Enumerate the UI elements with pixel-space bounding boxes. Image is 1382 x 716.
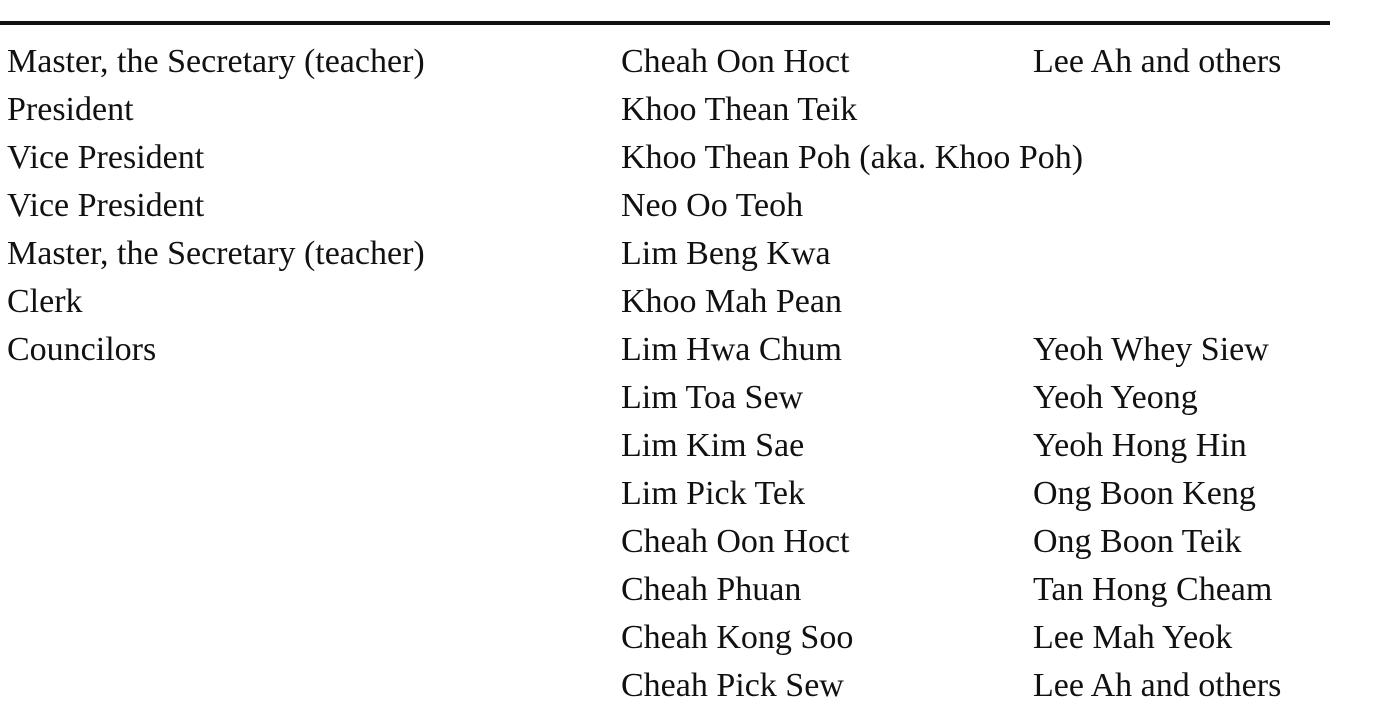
table-row	[7, 38, 1337, 86]
table-row	[7, 422, 1337, 470]
role-cell: Vice President	[7, 187, 205, 224]
name-cell: Cheah Pick Sew	[621, 667, 844, 704]
table-row	[7, 518, 1337, 566]
name-cell: Lim Hwa Chum	[621, 331, 842, 368]
table-row	[7, 566, 1337, 614]
table-row	[7, 326, 1337, 374]
table-top-rule	[0, 21, 1330, 25]
other-name-cell: Ong Boon Teik	[1033, 523, 1242, 560]
role-cell: Master, the Secretary (teacher)	[7, 43, 425, 80]
name-cell: Khoo Thean Poh (aka. Khoo Poh)	[621, 139, 1084, 176]
table-row	[7, 662, 1337, 710]
role-cell: Clerk	[7, 283, 83, 320]
role-cell: Councilors	[7, 331, 157, 368]
other-name-cell: Tan Hong Cheam	[1033, 571, 1273, 608]
name-cell: Cheah Kong Soo	[621, 619, 854, 656]
name-cell: Khoo Mah Pean	[621, 283, 842, 320]
officers-table	[7, 38, 1337, 710]
table-row	[7, 470, 1337, 518]
role-cell: Vice President	[7, 139, 205, 176]
table-row	[7, 374, 1337, 422]
role-cell: Master, the Secretary (teacher)	[7, 235, 425, 272]
other-name-cell: Lee Mah Yeok	[1033, 619, 1233, 656]
name-cell: Cheah Oon Hoct	[621, 43, 850, 80]
table-row	[7, 230, 1337, 278]
name-cell: Cheah Oon Hoct	[621, 523, 850, 560]
name-cell: Lim Toa Sew	[621, 379, 804, 416]
role-cell: President	[7, 91, 134, 128]
other-name-cell: Lee Ah and others	[1033, 43, 1282, 80]
other-name-cell: Yeoh Hong Hin	[1033, 427, 1247, 464]
table-row	[7, 278, 1337, 326]
table-row	[7, 86, 1337, 134]
name-cell: Cheah Phuan	[621, 571, 802, 608]
table-row	[7, 134, 1337, 182]
other-name-cell: Yeoh Whey Siew	[1033, 331, 1269, 368]
name-cell: Neo Oo Teoh	[621, 187, 804, 224]
table-row	[7, 614, 1337, 662]
name-cell: Khoo Thean Teik	[621, 91, 858, 128]
name-cell: Lim Kim Sae	[621, 427, 805, 464]
table-row	[7, 182, 1337, 230]
other-name-cell: Ong Boon Keng	[1033, 475, 1256, 512]
clipped-heading-area	[0, 0, 1330, 4]
name-cell: Lim Beng Kwa	[621, 235, 831, 272]
other-name-cell: Lee Ah and others	[1033, 667, 1282, 704]
other-name-cell: Yeoh Yeong	[1033, 379, 1198, 416]
name-cell: Lim Pick Tek	[621, 475, 805, 512]
